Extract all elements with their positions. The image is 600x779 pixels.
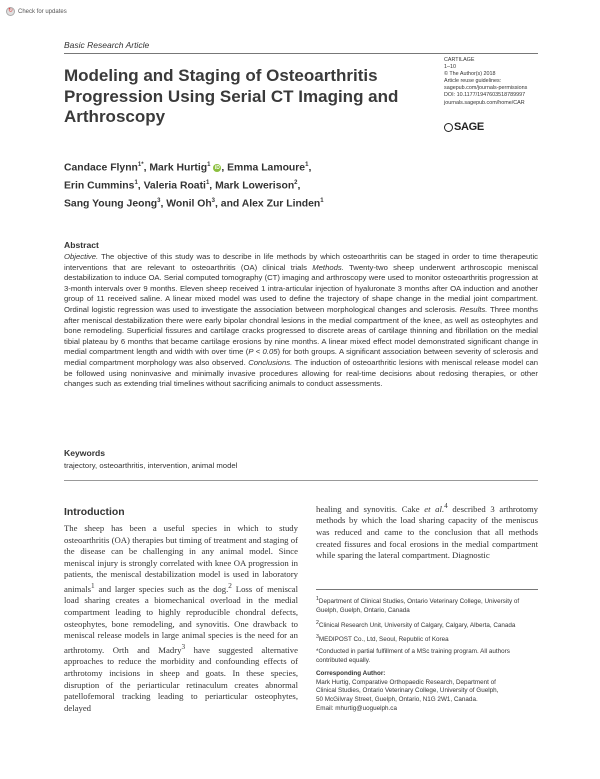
body-text: The sheep has been a useful species in which to study osteoarthritis (OA) therapies but timing of treatment and staging of the disease can be challenging in any animal model. Since meniscal injury is strongly correlated with knee OA progression in patients, the meniscal destabilization model is used in laboratory animals	[64, 523, 298, 594]
body-column-right	[316, 501, 538, 562]
corresponding-line: Mark Hurtig, Comparative Orthopaedic Research, Department of	[316, 678, 496, 686]
results-text: Three months after meniscal destabilization there were early bipolar chondral lesions in the medial compartment of the knee, as well as osteophytes and bone remodeling. Superficial fissures and cartilage cracks progressed to discrete areas of cartilage thinning and fibrillation on the medial tibial plateau by 6 months that became cartilage erosions by nine months. A linear mixed effect model demonstrated significant change in medial compartment length and width with over time (	[64, 304, 538, 357]
author-name: Alex Zur Linden	[241, 198, 321, 210]
corresponding-heading: Corresponding Author:	[316, 670, 386, 677]
article-type: Basic Research Article	[64, 40, 150, 50]
affiliation-mark: 1	[320, 197, 324, 204]
footnote-rule	[316, 589, 538, 590]
body-text: and larger species such as the dog.	[94, 583, 229, 594]
header-rule	[64, 53, 538, 54]
affiliation-mark: 3	[157, 197, 161, 204]
corresponding-line: Clinical Studies, Ontario Veterinary College, University of Guelph,	[316, 687, 499, 695]
conclusions-text: The induction of osteoarthritic lesions with meniscal release model can be followed using noninvasive and minimally invasive procedures allowing for real-time decisions about redosing therapies, or other changes such as extending trial timelines without sacrificing animals to conduct assessments.	[64, 357, 538, 389]
keywords-heading: Keywords	[64, 448, 106, 458]
affiliations	[316, 595, 538, 669]
author-separator: , and	[215, 198, 242, 210]
methods-text: Twenty-two sheep underwent arthroscopic meniscal destabilization to induce OA. Serial computed tomography (CT) imaging and arthroscopy were used to monitor osteoarthritis progression at 3-month intervals over 9 months. Eleven sheep received 1 intra-articular injection of hyaluronate 3 months after OA induction and another group of 11 received saline. A linear mixed model was used to define the trajectory of shape change in the medial joint compartment. Ordinal logistic regression was used to investigate the association between morphological changes and sclerosis.	[64, 262, 539, 314]
refresh-icon: ↻	[7, 8, 14, 14]
results-text-end: ) for both groups. A significant association between severity of sclerosis and medial compartment morphology was also observed.	[64, 347, 538, 367]
body-column-left	[64, 523, 298, 714]
affiliation-mark: 1	[207, 162, 211, 168]
affiliation-mark: 1*	[137, 162, 144, 168]
contribution-note	[316, 648, 538, 665]
corresponding-line: 50 McGilvray Street, Guelph, Ontario, N1G 2W1, Canada.	[316, 696, 478, 704]
meta-line: Article reuse guidelines:	[444, 78, 502, 85]
results-label: Results.	[459, 304, 488, 314]
affiliation-item	[316, 633, 538, 645]
meta-line: 1–10	[444, 64, 456, 71]
abstract-heading: Abstract	[64, 240, 99, 250]
affiliation-text: Clinical Research Unit, University of Calgary, Calgary, Alberta, Canada	[318, 621, 516, 629]
affiliation-mark: 1	[305, 162, 309, 168]
citation-mark[interactable]: 3	[181, 642, 186, 651]
body-text: healing and synovitis. Cake	[316, 503, 425, 514]
author-name: Mark Hurtig	[149, 162, 208, 174]
affiliation-item	[316, 619, 538, 631]
affiliation-mark: 1	[316, 596, 319, 602]
introduction-heading: Introduction	[64, 507, 125, 518]
abstract-body	[64, 252, 538, 390]
body-text: Loss of meniscal load sharing creates a biomechanical overload in the medial compartment leading to highly reproducible chondral defects, osteophytes, bone remodeling, and synovitis. One drawback to meniscal release models in large animal species is the need for an arthrotomy. Orth and Madry	[64, 583, 298, 655]
affiliation-text: MEDIPOST Co., Ltd, Seoul, Republic of Korea	[318, 636, 449, 644]
affiliation-mark: 3	[316, 634, 319, 641]
author-list: Candace Flynn$^{1*}$, Mark Hurtig$^1$ iD , Emma Lamoure$^1$, Erin Cummins$^1$, Valeria Roati$^1$, Mark Lowerison$^2$, Sang Young Jeong$^3$, Wonil Oh$^3$, and Alex Zur Linden$^1$	[64, 162, 324, 210]
body-text: described 3 arthrotomy methods by which the load sharing capacity of the meniscus was reduced and came to the conclusion that all methods created fissures and focal erosions in the medial compartment while sparing the lateral compartment. Diagnostic	[316, 503, 539, 561]
publisher-name: SAGE	[454, 121, 484, 133]
section-rule	[64, 480, 538, 481]
results-stat: P < 0.05	[248, 347, 278, 357]
body-text: have suggested alternative approaches to reduce the morbidity and confounding effects of arthrotomy incisions in sheep and goats. In these species, disruption of the periarticular retinaculum creates abnormal patellofemoral tracking leading to periarticular osteophytes, delayed	[64, 644, 299, 713]
affiliation-text: Department of Clinical Studies, Ontario Veterinary College, University of Guelph, Guelph, Ontario, Canada	[316, 598, 520, 614]
meta-line: CARTILAGE	[444, 57, 475, 63]
citation-mark[interactable]: 1	[91, 581, 95, 590]
journal-meta	[444, 57, 564, 107]
meta-link[interactable]: sagepub.com/journals-permissions	[444, 85, 528, 92]
author-name: Emma Lamoure	[227, 162, 306, 174]
check-for-updates-badge[interactable]	[6, 6, 67, 17]
body-text-italic: et al.	[424, 503, 445, 514]
objective-text: The objective of this study was to describe in life methods by which osteoarthritis can be staged in order to time therapeutic interventions that are relevant to osteoarthritis (OA) clinical trials	[64, 252, 538, 272]
author-name: Valeria Roati	[143, 180, 206, 192]
affiliation-mark: 2	[316, 619, 319, 626]
sage-circle-icon	[444, 123, 453, 132]
citation-mark[interactable]: 2	[228, 581, 232, 590]
affiliation-mark: 2	[294, 179, 298, 186]
meta-link[interactable]: journals.sagepub.com/home/CAR	[444, 99, 525, 106]
author-name: Wonil Oh	[166, 198, 212, 210]
objective-label: Objective.	[64, 252, 99, 261]
conclusions-label: Conclusions.	[248, 357, 293, 367]
author-name: Erin Cummins	[64, 180, 135, 192]
affiliation-mark: 1	[205, 179, 210, 186]
citation-mark[interactable]: 4	[444, 502, 448, 510]
methods-label: Methods.	[312, 262, 344, 272]
author-name: Mark Lowerison	[215, 180, 295, 192]
paper-title: Modeling and Staging of Osteoarthritis Progression Using Serial CT Imaging and Arthroscopy	[64, 66, 399, 126]
keywords-list: trajectory, osteoarthritis, intervention, animal model	[64, 461, 238, 470]
publisher-logo	[444, 121, 484, 133]
affiliation-mark: 1	[134, 179, 138, 186]
corresponding-author	[316, 670, 538, 714]
corresponding-email[interactable]: Email: mhurtig@uoguelph.ca	[316, 704, 397, 712]
meta-line: © The Author(s) 2018	[444, 71, 496, 78]
affiliation-item	[316, 595, 538, 616]
badge-label: Check for updates	[18, 8, 67, 15]
affiliation-mark: 3	[211, 197, 216, 204]
author-name: Candace Flynn	[64, 162, 138, 174]
author-name: Sang Young Jeong	[64, 198, 158, 210]
meta-doi[interactable]: DOI: 10.1177/1947603518789997	[444, 92, 526, 99]
note-text: *Conducted in partial fulfillment of a MSc training program. All authors contributed equally.	[316, 648, 510, 664]
orcid-icon[interactable]: iD	[214, 164, 220, 171]
